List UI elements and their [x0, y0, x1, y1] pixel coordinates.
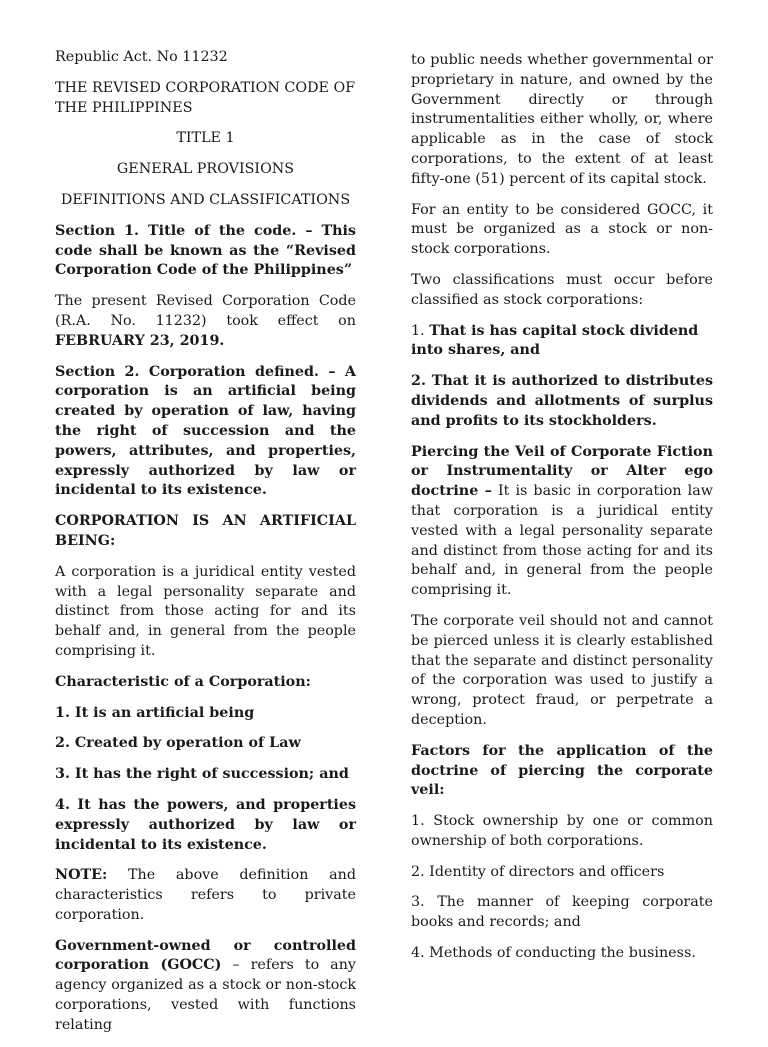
definitions-heading: DEFINITIONS AND CLASSIFICATIONS [60, 191, 351, 208]
section-2 [55, 363, 356, 502]
note-paragraph [55, 866, 356, 925]
factor-1: 1. Stock ownership by one or common ownership of both corporations. [411, 813, 713, 849]
section-1 [55, 222, 356, 281]
act-number: Republic Act. No 11232 [55, 49, 228, 65]
gocc-paragraph [55, 937, 356, 1036]
characteristic-heading-text: Characteristic of a Corporation: [55, 673, 311, 690]
piercing-paragraph [411, 443, 713, 601]
characteristic-4 [55, 796, 356, 855]
veil-paragraph: The corporate veil should not and cannot be pierced unless it is clearly established that the separate and distinct personality of the corporation was used to justify a wrong, protect fraud, or perpetrate a deception. [411, 612, 713, 728]
factors-heading [411, 742, 713, 801]
gocc-text: – refers to any agency organized as a stock or non-stock corporations, vested with functions relating [55, 957, 356, 1033]
factor-2: 2. Identity of directors and officers [411, 863, 665, 880]
characteristic-4-text: 4. It has the powers, and properties expressly authorized by law or incidental to its existence. [55, 796, 356, 853]
two-classifications-paragraph: Two classifications must occur before classified as stock corporations: [411, 271, 713, 308]
effect-paragraph [55, 292, 356, 351]
left-column [55, 48, 356, 1047]
effect-text: The present Revised Corporation Code (R.A. No. 11232) took effect on [55, 293, 356, 329]
section-1-text: Section 1. Title of the code. – This code shall be known as the “Revised Corporation Code of the Philippines” [55, 222, 356, 279]
factor-4: 4. Methods of conducting the business. [411, 945, 696, 962]
characteristic-2-text: 2. Created by operation of Law [55, 735, 301, 752]
general-provisions-heading: GENERAL PROVISIONS [116, 161, 295, 178]
classification-1-number: 1. [411, 322, 430, 339]
classification-2 [411, 372, 713, 431]
characteristic-3-text: 3. It has the right of succession; and [55, 766, 349, 783]
factors-heading-text: Factors for the application of the doctrine of piercing the corporate veil: [411, 742, 713, 799]
title-number: TITLE 1 [176, 130, 235, 147]
gocc-continuation: to public needs whether governmental or proprietary in nature, and owned by the Government directly or through instrumentalities either wholly, or, where applicable as in the case of stock corporations, to the extent of at least fifty-one (51) percent of its capital stock. [411, 52, 713, 187]
right-column [411, 51, 713, 975]
piercing-text: It is basic in corporation law that corporation is a juridical entity vested with a legal personality separate and distinct from those acting for and its behalf and, in general from the people comprising it. [411, 483, 713, 599]
characteristic-2 [55, 734, 356, 754]
classification-2-text: 2. That it is authorized to distributes dividends and allotments of surplus and profits to its stockholders. [411, 373, 713, 429]
characteristic-1-text: 1. It is an artificial being [55, 704, 255, 721]
code-title: THE REVISED CORPORATION CODE OF THE PHILIPPINES [55, 79, 356, 116]
characteristic-1 [55, 704, 356, 724]
classification-1 [411, 322, 713, 362]
effect-date: FEBRUARY 23, 2019. [55, 332, 225, 349]
piercing-label: Piercing the Veil of Corporate Fiction or Instrumentality or Alter ego doctrine – [411, 443, 713, 500]
characteristic-3 [55, 765, 356, 785]
entity-paragraph: For an entity to be considered GOCC, it must be organized as a stock or non-stock corporations. [411, 201, 713, 258]
juridical-paragraph: A corporation is a juridical entity vested with a legal personality separate and distinct from those acting for and its behalf and, in general from the people comprising it. [55, 563, 356, 659]
section-2-text: Section 2. Corporation defined. – A corporation is an artificial being created by operation of law, having the right of succession and the powers, attributes, and properties, expressly authorized by law or incidental to its existence. [55, 363, 356, 499]
note-label: NOTE: [55, 867, 108, 884]
factor-3: 3. The manner of keeping corporate books and records; and [411, 894, 713, 931]
artificial-being-heading-text: CORPORATION IS AN ARTIFICIAL BEING: [55, 513, 356, 549]
artificial-being-heading [55, 512, 356, 552]
note-text: The above definition and characteristics refers to private corporation. [55, 867, 356, 923]
classification-1-text: That is has capital stock dividend into shares, and [411, 322, 699, 359]
gocc-label: Government-owned or controlled corporation (GOCC) [55, 937, 356, 974]
characteristic-heading [55, 673, 356, 693]
